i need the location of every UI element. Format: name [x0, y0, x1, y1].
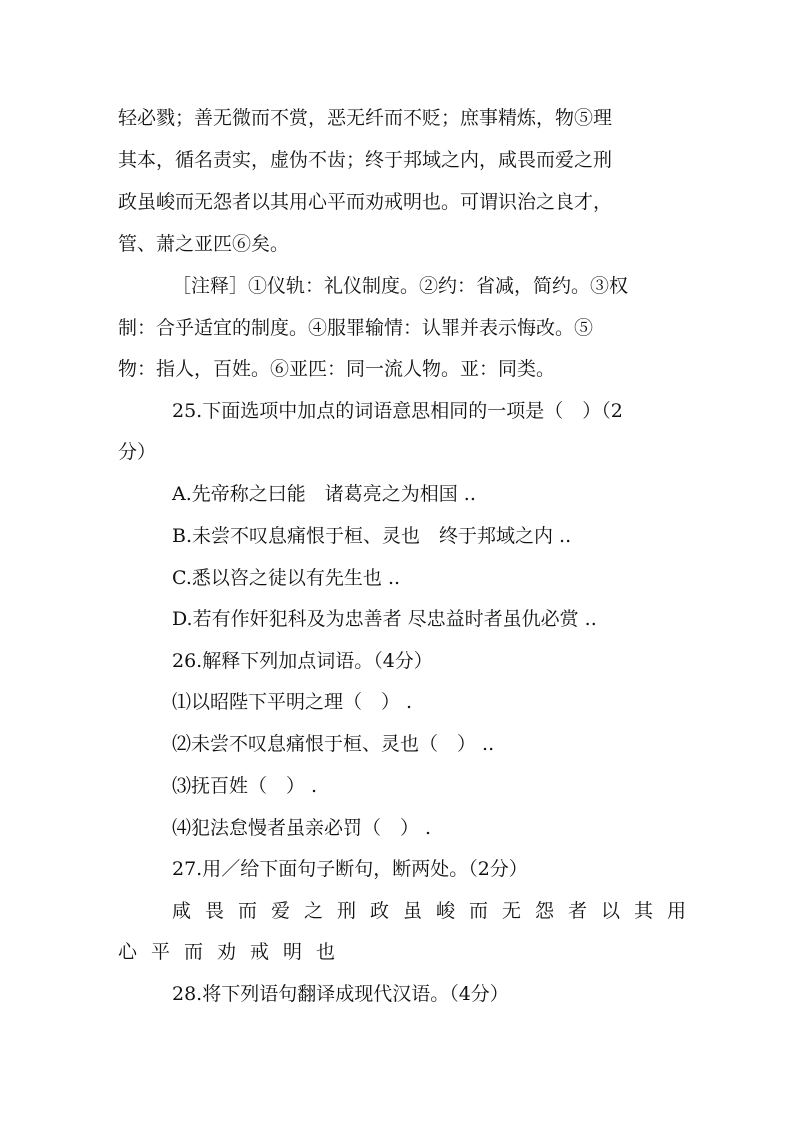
question-26-item: ⑷犯法怠慢者虽亲必罚（ ） .: [172, 817, 432, 839]
question-25-stem-cont: 分）: [118, 441, 157, 463]
option-d: D.若有作奸犯科及为忠善者 尽忠益时者虽仇必赏 ..: [172, 608, 597, 630]
question-27-sentence-cont: 心平而劝戒明也: [118, 941, 350, 963]
option-c: C.悉以咨之徒以有先生也 ..: [172, 567, 401, 589]
question-27-stem: 27.用／给下面句子断句，断两处。（2分）: [172, 858, 528, 880]
question-28-stem: 28.将下列语句翻译成现代汉语。（4分）: [172, 983, 509, 1005]
passage-line: 管、萧之亚匹⑥矣。: [118, 233, 290, 255]
notes-line: ［注释］①仪轨：礼仪制度。②约：省减，简约。③权: [172, 275, 629, 297]
option-a: A.先帝称之曰能 诸葛亮之为相国 ..: [172, 483, 476, 505]
question-26-item: ⑵未尝不叹息痛恨于桓、灵也（ ） ..: [172, 733, 495, 755]
passage-line: 政虽峻而无怨者以其用心平而劝戒明也。可谓识治之良才，: [118, 191, 613, 213]
option-b: B.未尝不叹息痛恨于桓、灵也 终于邦域之内 ..: [172, 525, 572, 547]
question-26-item: ⑴以昭陛下平明之理（ ） .: [172, 691, 413, 713]
question-26-stem: 26.解释下列加点词语。（4分）: [172, 650, 433, 672]
passage-line: 轻必戮；善无微而不赏，恶无纤而不贬；庶事精炼，物⑤理: [118, 107, 613, 129]
question-27-sentence: 咸畏而爱之刑政虽峻而无怨者以其用: [172, 900, 701, 922]
passage-line: 其本，循名责实，虚伪不齿；终于邦域之内，咸畏而爱之刑: [118, 149, 613, 171]
question-26-item: ⑶抚百姓（ ） .: [172, 775, 318, 797]
notes-line: 物：指人，百姓。⑥亚匹：同一流人物。亚：同类。: [118, 358, 556, 380]
question-25-stem: 25.下面选项中加点的词语意思相同的一项是（ ）（2: [172, 400, 623, 422]
notes-line: 制：合乎适宜的制度。④服罪输情：认罪并表示悔改。⑤: [118, 317, 594, 339]
